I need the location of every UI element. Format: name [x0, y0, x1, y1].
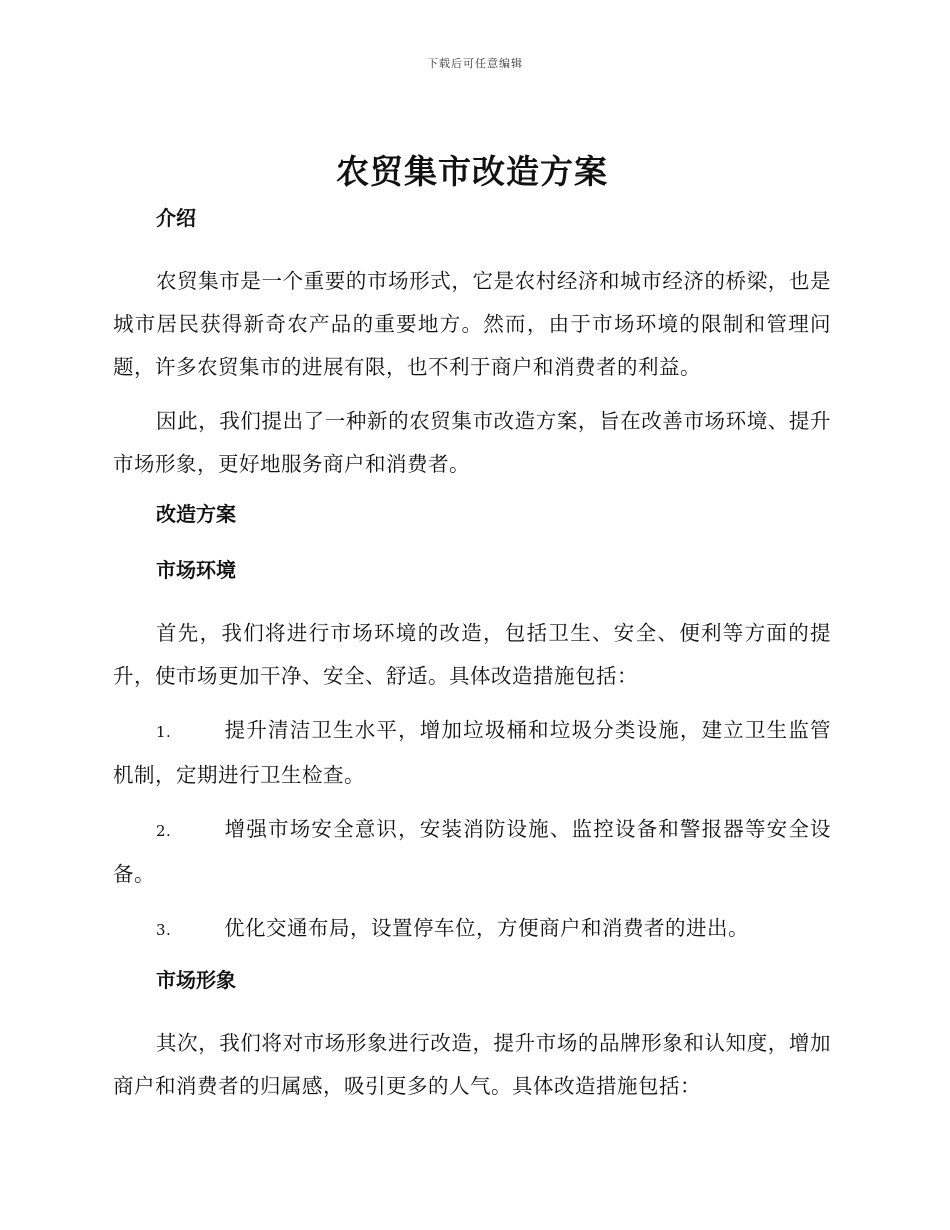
list-item-text: 提升清洁卫生水平，增加垃圾桶和垃圾分类设施，建立卫生监管机制，定期进行卫生检查。: [113, 718, 831, 787]
intro-paragraph-2: 因此，我们提出了一种新的农贸集市改造方案，旨在改善市场环境、提升市场形象，更好地服务商户和消费者。: [113, 409, 831, 476]
header-note: 下载后可任意编辑: [427, 57, 523, 70]
list-item-number: 1.: [156, 723, 172, 741]
document-title: 农贸集市改造方案: [336, 152, 608, 191]
list-item: [113, 907, 831, 952]
intro-paragraph-1: 农贸集市是一个重要的市场形式，它是农村经济和城市经济的桥梁，也是城市居民获得新奇农产品的重要地方。然而，由于市场环境的限制和管理问题，许多农贸集市的进展有限，也不利于商户和消费者的利益。: [113, 269, 831, 379]
heading-intro: 介绍: [156, 206, 196, 230]
heading-market-image: 市场形象: [156, 968, 236, 992]
environment-paragraph: 首先，我们将进行市场环境的改造，包括卫生、安全、便利等方面的提升，使市场更加干净、安全、舒适。具体改造措施包括：: [113, 621, 831, 688]
document-body: [113, 148, 831, 1119]
list-item-text: 优化交通布局，设置停车位，方便商户和消费者的进出。: [224, 916, 749, 940]
list-item: [113, 808, 831, 896]
list-item-text: 增强市场安全意识，安装消防设施、监控设备和警报器等安全设备。: [113, 817, 831, 886]
list-item: [113, 709, 831, 797]
list-item-number: 2.: [156, 822, 172, 840]
image-paragraph: 其次，我们将对市场形象进行改造，提升市场的品牌形象和认知度，增加商户和消费者的归属感，吸引更多的人气。具体改造措施包括：: [113, 1031, 831, 1098]
heading-plan: 改造方案: [156, 502, 236, 526]
list-item-number: 3.: [156, 921, 172, 939]
heading-market-environment: 市场环境: [156, 558, 236, 582]
